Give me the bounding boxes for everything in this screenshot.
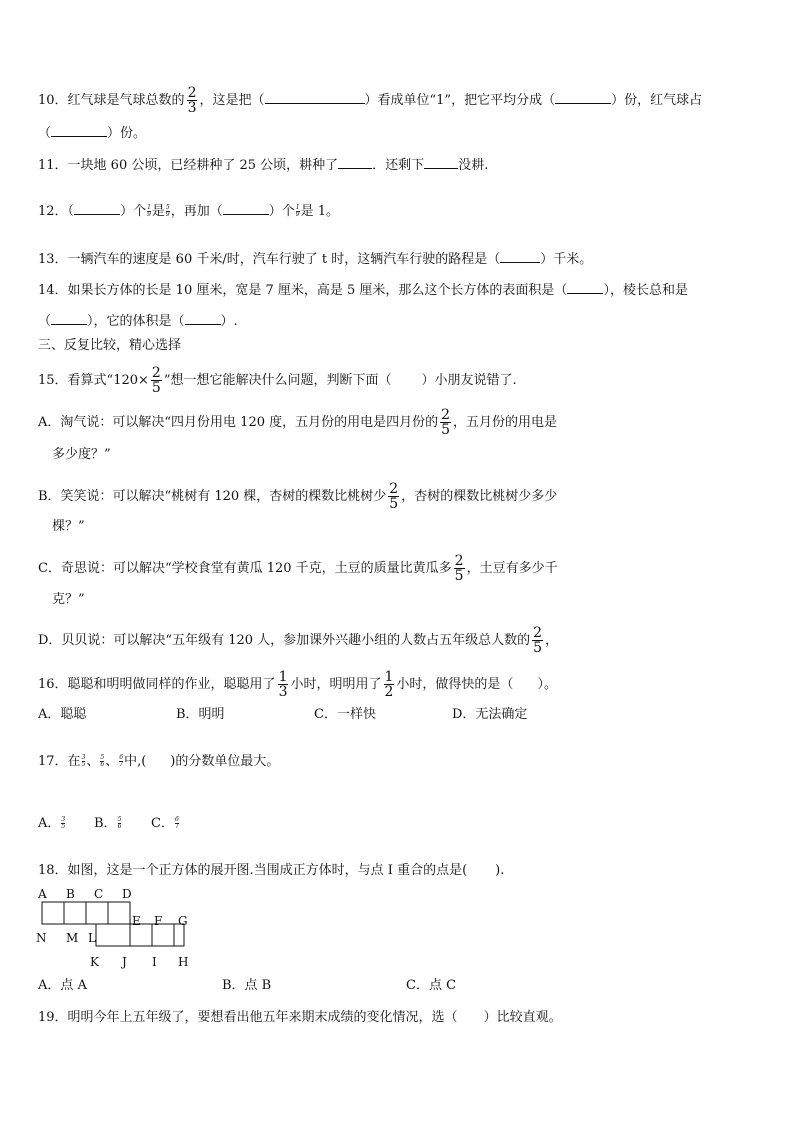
point-label: N <box>36 931 47 945</box>
denominator: 5 <box>61 823 66 830</box>
fraction-small <box>61 817 65 830</box>
fraction <box>151 366 162 395</box>
numerator: 3 <box>81 754 86 761</box>
option-text: C．奇思说：可以解决“学校食堂有黄瓜 120 千克，土豆的质量比黄瓜多 <box>38 561 452 576</box>
fraction <box>454 554 465 583</box>
question-10 <box>38 86 702 115</box>
numerator: 5 <box>117 816 122 823</box>
question-text: 如图，这是一个正方体的展开图.当围成正方体时，与点 I 重合的点是( <box>67 863 468 878</box>
denominator: 6 <box>117 823 122 830</box>
question-text: ）份。 <box>107 126 147 141</box>
question-16 <box>38 670 557 699</box>
fraction-small <box>147 205 151 218</box>
question-text: （ <box>38 126 52 141</box>
denominator: 3 <box>278 684 288 700</box>
option-text: ，杏树的棵数比桃树少多少 <box>401 489 558 504</box>
question-text: 小时，做得快的是（ <box>396 677 514 692</box>
question-text: ）千米。 <box>540 252 593 267</box>
fraction <box>532 626 543 655</box>
question-text: 是 1。 <box>300 204 340 219</box>
question-number: 16． <box>38 677 68 692</box>
option-text: A．淘气说：可以解决“四月份用电 120 度，五月份的用电是四月份的 <box>38 415 439 430</box>
option-B[interactable] <box>38 482 557 511</box>
cube-net-diagram <box>34 884 204 972</box>
question-text: ）。 <box>537 677 557 692</box>
question-text: ，这是把（ <box>199 93 265 108</box>
question-number: 17． <box>38 754 68 769</box>
option-label: C． <box>151 816 174 831</box>
option-D[interactable]: D．无法确定 <box>452 707 528 722</box>
option-text: B．笑笑说：可以解决“桃树有 120 棵，杏树的棵数比桃树少 <box>38 489 387 504</box>
option-A[interactable] <box>38 814 66 834</box>
option-A[interactable]: A．聪聪 <box>38 707 87 722</box>
numerator: 2 <box>151 365 161 381</box>
question-text: 是 <box>151 204 165 219</box>
option-C[interactable]: C．一样快 <box>314 707 376 722</box>
numerator: 6 <box>119 754 124 761</box>
point-label: E <box>132 914 141 928</box>
question-text: ．还剩下 <box>372 158 425 173</box>
question-13 <box>38 248 592 270</box>
question-text: 红气球是气球总数的 <box>67 93 185 108</box>
option-C[interactable] <box>151 814 180 834</box>
question-text: ). <box>495 863 505 878</box>
point-label: A <box>38 887 47 901</box>
numerator: 1 <box>384 669 394 685</box>
fraction <box>187 86 198 115</box>
point-label: J <box>122 955 127 969</box>
question-text: 一辆汽车的速度是 60 千米/时，汽车行驶了 t 时，这辆汽车行驶的路程是（ <box>67 252 501 267</box>
denominator: 5 <box>151 380 161 396</box>
question-text: 小时，明明用了 <box>290 677 382 692</box>
question-12 <box>38 200 339 222</box>
question-text: ）. <box>220 314 238 329</box>
fraction-small <box>175 817 179 830</box>
fraction <box>388 482 399 511</box>
question-text: 一块地 60 公顷，已经耕种了 25 公顷，耕种了 <box>67 158 339 173</box>
question-text: ），棱长总和是 <box>603 283 688 298</box>
option-B-cont: 棵？” <box>52 519 85 534</box>
option-label: B． <box>94 816 117 831</box>
denominator: 5 <box>533 640 543 656</box>
question-10-cont <box>38 122 146 144</box>
question-text: 明明今年上五年级了，要想看出他五年来期末成绩的变化情况，选（ <box>67 1010 458 1025</box>
denominator: 9 <box>147 211 151 218</box>
option-text: ，土豆有多少千 <box>466 561 558 576</box>
option-D[interactable] <box>38 626 558 655</box>
point-label: H <box>178 955 189 969</box>
numerator: 2 <box>454 553 464 569</box>
point-label: L <box>88 931 96 945</box>
question-text: ）个 <box>120 204 147 219</box>
option-text: D．贝贝说：可以解决“五年级有 120 人，参加课外兴趣小组的人数占五年级总人数的 <box>38 633 531 648</box>
option-B[interactable]: B．明明 <box>176 707 225 722</box>
fraction-small <box>82 755 86 768</box>
question-14-cont <box>38 310 238 332</box>
question-text: 中,( <box>124 754 147 769</box>
question-15 <box>38 366 517 395</box>
fraction-small <box>118 817 122 830</box>
point-label: C <box>94 887 104 901</box>
point-label: M <box>66 931 79 945</box>
answer-blank[interactable] <box>74 200 120 215</box>
question-text: ）比较直观。 <box>483 1010 562 1025</box>
answer-blank[interactable] <box>424 154 458 169</box>
question-number: 14． <box>38 283 68 298</box>
question-number: 12． <box>38 204 68 219</box>
question-text: 看算式“120× <box>67 373 149 388</box>
answer-blank[interactable] <box>567 279 603 294</box>
answer-blank[interactable] <box>51 310 87 325</box>
question-number: 10． <box>38 93 68 108</box>
option-C-cont: 克？” <box>52 592 85 607</box>
answer-blank[interactable] <box>51 122 107 137</box>
question-number: 18． <box>38 863 68 878</box>
denominator: 7 <box>174 823 179 830</box>
denominator: 9 <box>295 211 300 218</box>
fraction-small <box>296 205 300 218</box>
question-number: 15． <box>38 373 68 388</box>
question-text: ）小朋友说错了. <box>421 373 517 388</box>
answer-blank[interactable] <box>223 200 269 215</box>
question-text: 没耕. <box>458 158 489 173</box>
question-11 <box>38 154 488 176</box>
denominator: 5 <box>389 496 399 512</box>
question-number: 13． <box>38 252 68 267</box>
numerator: 6 <box>174 816 179 823</box>
option-A-cont: 多少度？” <box>52 447 111 462</box>
option-C[interactable] <box>38 554 558 583</box>
question-text: ，再加（ <box>170 204 223 219</box>
fraction-small <box>166 205 170 218</box>
numerator: 1 <box>278 669 288 685</box>
denominator: 3 <box>187 100 197 116</box>
option-A[interactable] <box>38 408 557 437</box>
numerator: 5 <box>165 204 170 211</box>
denominator: 7 <box>119 761 124 768</box>
denominator: 9 <box>165 211 170 218</box>
answer-blank[interactable] <box>500 248 540 263</box>
question-18 <box>38 861 504 881</box>
option-A[interactable]: A．点 A <box>38 978 87 993</box>
question-text: （ <box>38 314 52 329</box>
point-label: I <box>152 955 157 969</box>
numerator: 5 <box>100 754 105 761</box>
fraction <box>384 670 395 699</box>
question-text: （ <box>67 204 75 219</box>
option-B[interactable] <box>94 814 122 834</box>
numerator: 1 <box>147 204 151 211</box>
separator: 、 <box>86 754 100 769</box>
question-14 <box>38 279 688 301</box>
fraction-small <box>100 755 104 768</box>
denominator: 5 <box>454 568 464 584</box>
question-text: 在 <box>67 754 81 769</box>
fraction <box>440 408 451 437</box>
answer-blank[interactable] <box>555 89 611 104</box>
option-label: A． <box>38 816 61 831</box>
option-C[interactable]: C．点 C <box>406 978 457 993</box>
question-number: 11． <box>38 158 68 173</box>
point-label: B <box>66 887 75 901</box>
answer-blank[interactable] <box>185 310 221 325</box>
denominator: 6 <box>100 761 105 768</box>
fraction-small <box>119 755 123 768</box>
option-text: ， <box>545 633 559 648</box>
option-text: ，五月份的用电是 <box>453 415 558 430</box>
answer-blank[interactable] <box>265 89 365 104</box>
question-text: ）份，红气球占 <box>611 93 703 108</box>
cube-net-grid <box>42 902 184 946</box>
question-text: ），它的体积是（ <box>87 314 185 329</box>
numerator: 3 <box>61 816 66 823</box>
fraction <box>278 670 289 699</box>
numerator: 1 <box>295 204 300 211</box>
numerator: 2 <box>389 481 399 497</box>
numerator: 2 <box>441 407 451 423</box>
denominator: 5 <box>81 761 86 768</box>
question-19 <box>38 1008 562 1028</box>
question-number: 19． <box>38 1010 68 1025</box>
point-label: D <box>122 887 132 901</box>
question-text: ）看成单位“1”，把它平均分成（ <box>364 93 556 108</box>
question-text: )的分数单位最大。 <box>170 754 280 769</box>
question-text: 聪聪和明明做同样的作业，聪聪用了 <box>67 677 276 692</box>
question-text: ”想一想它能解决什么问题，判断下面（ <box>163 373 392 388</box>
denominator: 2 <box>384 684 394 700</box>
denominator: 5 <box>441 422 451 438</box>
section-heading: 三、反复比较，精心选择 <box>38 338 182 353</box>
answer-blank[interactable] <box>338 154 372 169</box>
question-text: ）个 <box>268 204 295 219</box>
separator: 、 <box>105 754 119 769</box>
question-17 <box>38 752 279 772</box>
point-label: K <box>90 955 99 969</box>
point-label: G <box>178 914 188 928</box>
point-label: F <box>154 914 163 928</box>
numerator: 2 <box>533 625 543 641</box>
numerator: 2 <box>187 85 197 101</box>
question-text: 如果长方体的长是 10 厘米，宽是 7 厘米，高是 5 厘米，那么这个长方体的表面积是（ <box>67 283 568 298</box>
option-B[interactable]: B．点 B <box>222 978 272 993</box>
